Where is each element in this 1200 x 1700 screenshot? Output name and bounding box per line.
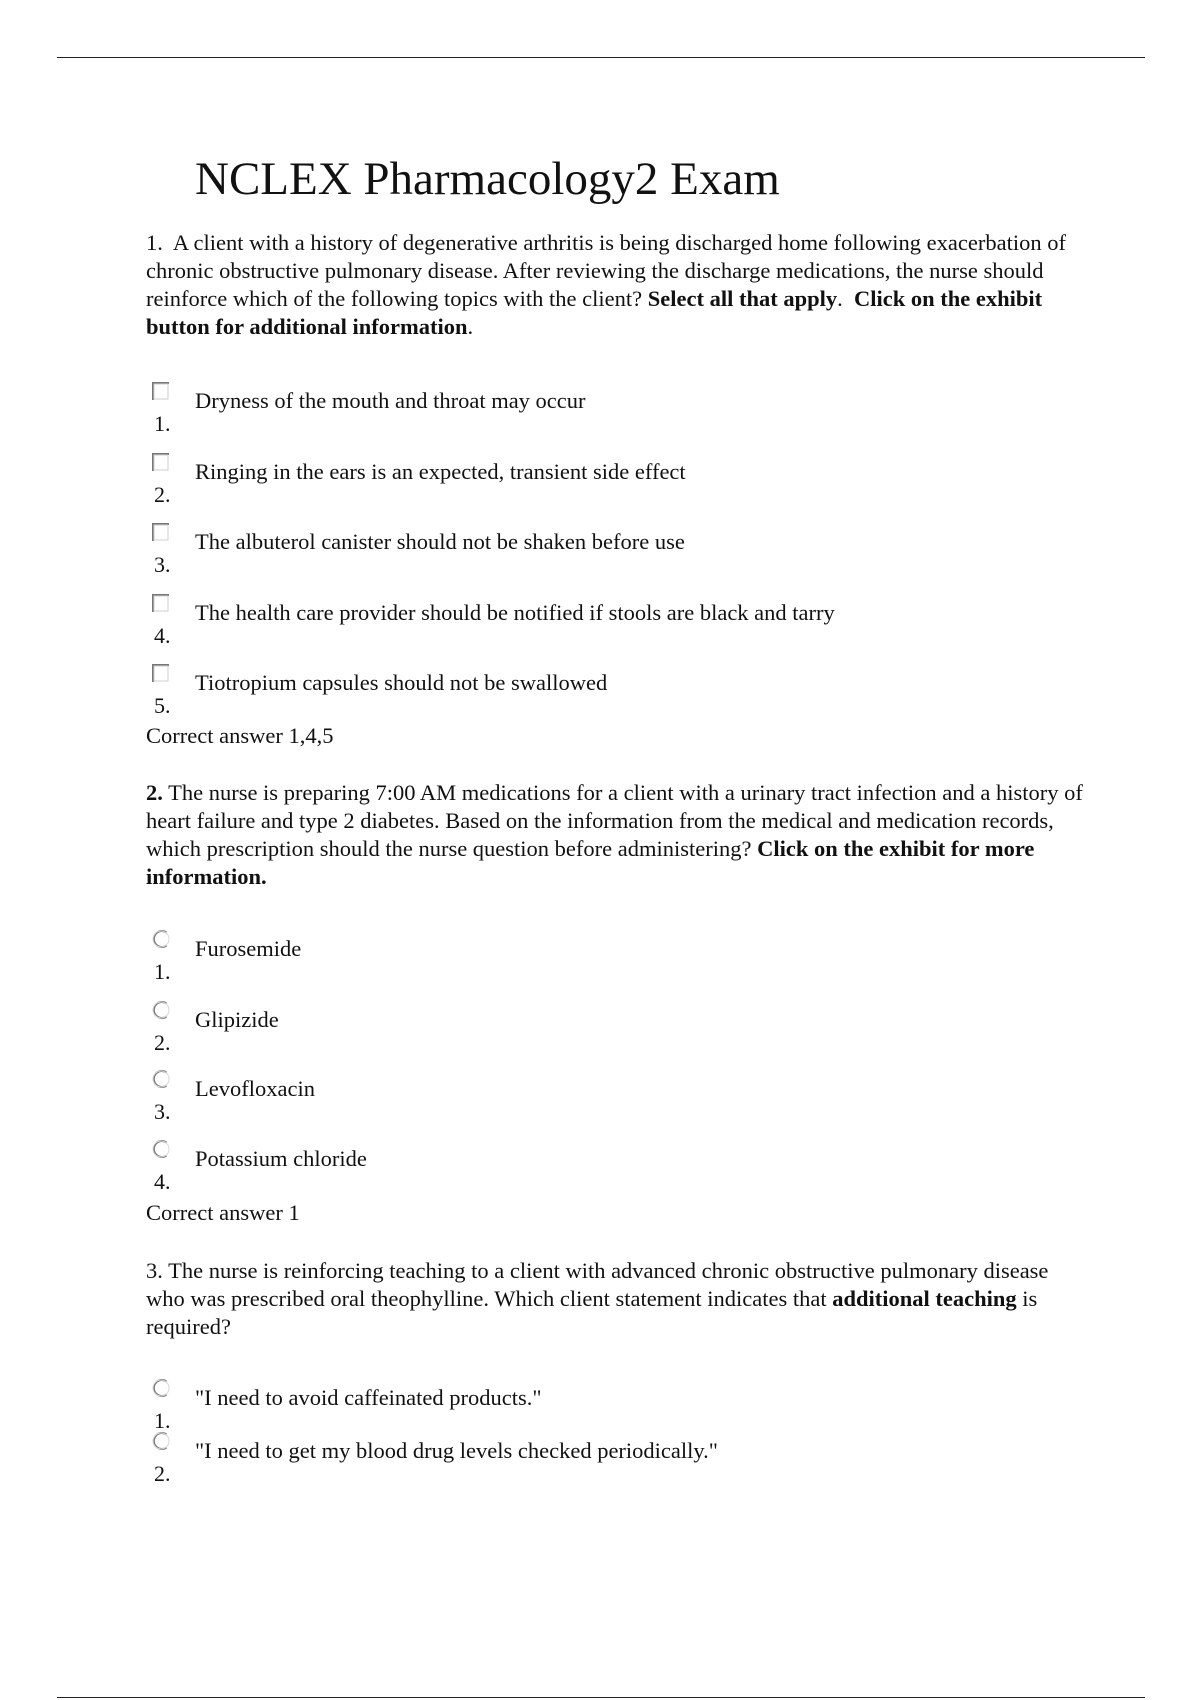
option-number: 2. <box>154 482 171 507</box>
option-label: Furosemide <box>195 936 302 961</box>
option-label: Tiotropium capsules should not be swallowed <box>195 670 608 695</box>
question-3-option-2[interactable] <box>146 1430 1046 1490</box>
option-label: Glipizide <box>195 1007 279 1032</box>
radio-icon[interactable] <box>150 1138 172 1160</box>
radio-icon[interactable] <box>150 928 172 950</box>
page-title: NCLEX Pharmacology2 Exam <box>195 153 780 205</box>
radio-icon[interactable] <box>150 999 172 1021</box>
option-number: 3. <box>154 1099 171 1124</box>
question-1-end: . <box>467 314 474 339</box>
question-2-option-4[interactable] <box>146 1138 1046 1198</box>
question-1-option-5[interactable] <box>146 662 1046 722</box>
option-number: 1. <box>154 1408 171 1433</box>
checkbox-icon[interactable] <box>150 521 172 543</box>
radio-icon[interactable] <box>150 1430 172 1452</box>
option-number: 1. <box>154 959 171 984</box>
top-rule <box>57 57 1145 58</box>
question-3-text <box>146 1257 1086 1341</box>
option-number: 1. <box>154 411 171 436</box>
question-2-correct-answer: Correct answer 1 <box>146 1200 300 1225</box>
question-3-body: 3. The nurse is reinforcing teaching to a client with advanced chronic obstructive pulmonary disease who was prescribed oral theophylline. Which client statement indicates that <box>146 1258 1049 1311</box>
option-label: Potassium chloride <box>195 1146 367 1171</box>
question-1-option-1[interactable] <box>146 380 1046 440</box>
question-2-option-3[interactable] <box>146 1068 1046 1128</box>
checkbox-icon[interactable] <box>150 662 172 684</box>
option-label: The albuterol canister should not be shaken before use <box>195 529 685 554</box>
option-label: Ringing in the ears is an expected, transient side effect <box>195 459 686 484</box>
question-1-option-4[interactable] <box>146 592 1046 652</box>
option-label: Dryness of the mouth and throat may occur <box>195 388 586 413</box>
question-3-emphasis: additional teaching <box>832 1286 1017 1311</box>
option-number: 4. <box>154 1169 171 1194</box>
question-1-instruction-select: Select all that apply <box>647 286 838 311</box>
question-1-separator: . <box>837 286 849 311</box>
option-label: Levofloxacin <box>195 1076 315 1101</box>
question-3-end: is required? <box>146 1286 1038 1339</box>
option-label: "I need to get my blood drug levels checked periodically." <box>195 1438 718 1463</box>
question-2-body: The nurse is preparing 7:00 AM medications for a client with a urinary tract infection and a history of heart failure and type 2 diabetes. Based on the information from the medical and medication records, which prescription should the nurse question before administering? <box>146 780 1083 861</box>
radio-icon[interactable] <box>150 1068 172 1090</box>
question-3-option-1[interactable] <box>146 1377 1046 1437</box>
bottom-rule <box>57 1697 1145 1698</box>
radio-icon[interactable] <box>150 1377 172 1399</box>
checkbox-icon[interactable] <box>150 451 172 473</box>
option-number: 2. <box>154 1030 171 1055</box>
checkbox-icon[interactable] <box>150 380 172 402</box>
question-2-text <box>146 779 1086 891</box>
question-1-option-2[interactable] <box>146 451 1046 511</box>
question-1-number: 1. <box>146 230 163 255</box>
question-2-instruction-exhibit: Click on the exhibit for more information. <box>146 836 1035 889</box>
checkbox-icon[interactable] <box>150 592 172 614</box>
question-1-instruction-exhibit: Click on the exhibit button for additional information <box>146 286 1043 339</box>
option-number: 3. <box>154 552 171 577</box>
question-2-option-1[interactable] <box>146 928 1046 988</box>
option-label: "I need to avoid caffeinated products." <box>195 1385 542 1410</box>
question-2-option-2[interactable] <box>146 999 1046 1059</box>
question-1-option-3[interactable] <box>146 521 1046 581</box>
option-number: 4. <box>154 623 171 648</box>
question-1-body: A client with a history of degenerative arthritis is being discharged home following exacerbation of chronic obstructive pulmonary disease. After reviewing the discharge medications, the nurse should reinforce which of the following topics with the client? <box>146 230 1066 311</box>
question-1-text <box>146 229 1086 341</box>
option-label: The health care provider should be notified if stools are black and tarry <box>195 600 835 625</box>
option-number: 5. <box>154 693 171 718</box>
question-1-correct-answer: Correct answer 1,4,5 <box>146 723 334 748</box>
question-2-number: 2. <box>146 780 163 805</box>
option-number: 2. <box>154 1461 171 1486</box>
